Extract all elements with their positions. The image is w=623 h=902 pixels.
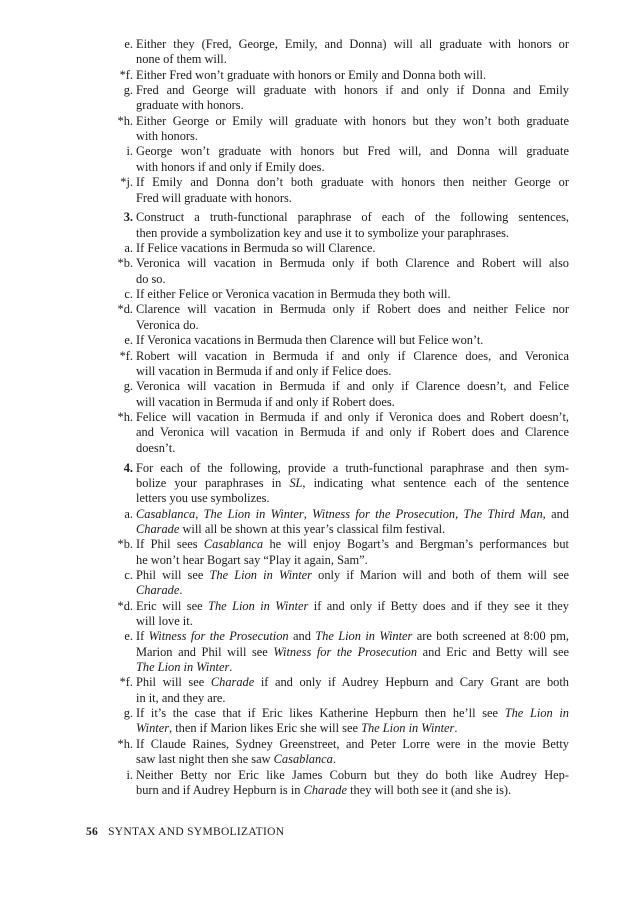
exercise-text: with honors. <box>136 129 198 144</box>
exercise-text: burn and if Audrey Hepburn is in Charade they will both see it (and she is). <box>136 782 512 797</box>
exercise-label: a. <box>124 506 133 521</box>
exercise-text: do so. <box>136 271 166 286</box>
exercise-label: *h. <box>117 409 133 424</box>
exercise-text: Phil will see Charade if and only if Audrey Hepburn and Cary Grant are both <box>136 675 569 690</box>
exercise-label: *f. <box>119 348 133 363</box>
exercise-text: Either George or Emily will graduate with honors but they won’t both graduate <box>136 113 569 128</box>
exercise-item <box>0 568 623 583</box>
exercise-text: will love it. <box>136 614 193 628</box>
exercise-item-continuation <box>0 226 623 241</box>
exercise-item <box>0 706 623 721</box>
exercise-text: saw last night then she saw Casablanca. <box>136 752 336 767</box>
exercise-item-continuation <box>0 160 623 175</box>
exercise-item <box>0 302 623 317</box>
exercise-text: he won’t hear Bogart say “Play it again, Sam”. <box>136 552 368 567</box>
exercise-label: *b. <box>117 537 133 552</box>
exercise-text: If Emily and Donna don’t both graduate with honors then neither George or <box>136 175 569 190</box>
exercise-text: Construct a truth-functional paraphrase of each of the following sentences, <box>136 210 569 225</box>
exercise-item <box>0 37 623 52</box>
exercise-item-continuation <box>0 129 623 144</box>
running-head: SYNTAX AND SYMBOLIZATION <box>108 826 285 838</box>
exercise-item <box>0 461 623 476</box>
exercise-item-continuation <box>0 614 623 629</box>
exercise-item <box>0 83 623 98</box>
exercise-label: *d. <box>117 302 133 317</box>
exercise-item-continuation <box>0 52 623 67</box>
exercise-label: e. <box>124 333 133 348</box>
exercise-text: Marion and Phil will see Witness for the Prosecution and Eric and Betty will see <box>136 644 569 659</box>
exercise-label: *h. <box>117 113 133 128</box>
exercise-label: g. <box>123 706 133 721</box>
exercise-label: *f. <box>119 675 133 690</box>
exercise-text: graduate with honors. <box>136 98 244 113</box>
exercise-item <box>0 629 623 644</box>
exercise-label: c. <box>124 287 133 302</box>
exercise-text: If Veronica vacations in Bermuda then Clarence will but Felice won’t. <box>136 333 484 348</box>
exercise-item-continuation <box>0 491 623 506</box>
exercise-text: will vacation in Bermuda if and only if Robert does. <box>136 394 395 409</box>
exercise-item <box>0 241 623 256</box>
exercise-item <box>0 256 623 271</box>
exercise-label: e. <box>124 629 133 644</box>
exercise-label: *j. <box>120 175 133 190</box>
exercise-text: with honors if and only if Emily does. <box>136 159 325 174</box>
exercise-item <box>0 144 623 159</box>
exercise-item <box>0 379 623 394</box>
exercise-item <box>0 737 623 752</box>
exercise-text: Eric will see The Lion in Winter if and only if Betty does and if they see it they <box>136 598 570 613</box>
exercise-item <box>0 537 623 552</box>
exercise-text: and Veronica will vacation in Bermuda if and only if Robert does and Clarence <box>136 425 569 440</box>
exercise-text: Charade will all be shown at this year’s classical film festival. <box>136 521 446 536</box>
exercise-item-continuation <box>0 191 623 206</box>
exercise-item-continuation <box>0 783 623 798</box>
exercise-text: For each of the following, provide a truth-functional paraphrase and then sym- <box>136 460 569 475</box>
exercise-label: 3. <box>123 210 133 225</box>
exercise-label: 4. <box>123 460 133 475</box>
exercise-text: If it’s the case that if Eric likes Katherine Hepburn then he’ll see The Lion in <box>136 706 569 721</box>
exercise-item-continuation <box>0 272 623 287</box>
exercise-item-continuation <box>0 752 623 767</box>
exercise-label: a. <box>124 241 133 255</box>
exercise-label: *h. <box>117 736 133 751</box>
exercise-item-continuation <box>0 583 623 598</box>
exercise-text: George won’t graduate with honors but Fred will, and Donna will graduate <box>136 144 569 159</box>
exercise-item-continuation <box>0 425 623 440</box>
exercise-text: Either they (Fred, George, Emily, and Donna) will all graduate with honors or <box>136 37 569 51</box>
exercise-label: *f. <box>119 67 133 82</box>
exercise-item <box>0 675 623 690</box>
exercise-text: Fred will graduate with honors. <box>136 190 292 205</box>
exercise-item <box>0 410 623 425</box>
exercise-label: e. <box>124 37 133 51</box>
exercise-item-continuation <box>0 691 623 706</box>
exercise-item <box>0 68 623 83</box>
exercise-text: If Witness for the Prosecution and The Lion in Winter are both screened at 8:00 pm, <box>136 629 569 644</box>
exercise-item-continuation <box>0 318 623 333</box>
exercise-text: If either Felice or Veronica vacation in Bermuda they both will. <box>136 287 451 302</box>
exercise-text: Phil will see The Lion in Winter only if Marion will and both of them will see <box>136 567 569 582</box>
exercise-text: If Claude Raines, Sydney Greenstreet, and Peter Lorre were in the movie Betty <box>136 736 569 751</box>
exercise-label: *b. <box>117 256 133 271</box>
exercise-label: g. <box>123 379 133 394</box>
exercise-text: Felice will vacation in Bermuda if and only if Veronica does and Robert doesn’t, <box>136 409 569 424</box>
exercise-item-continuation <box>0 522 623 537</box>
page-footer <box>86 825 284 839</box>
exercise-item-continuation <box>0 441 623 456</box>
exercise-item-continuation <box>0 645 623 660</box>
exercise-item <box>0 507 623 522</box>
exercise-label: c. <box>124 567 133 582</box>
exercise-text: If Phil sees Casablanca he will enjoy Bogart’s and Bergman’s performances but <box>136 537 569 552</box>
exercise-text: The Lion in Winter. <box>136 660 233 674</box>
exercise-item-continuation <box>0 476 623 491</box>
exercise-text: Fred and George will graduate with honors if and only if Donna and Emily <box>136 83 569 97</box>
exercise-text: Veronica do. <box>136 317 199 332</box>
exercise-item <box>0 599 623 614</box>
exercise-item-continuation <box>0 721 623 736</box>
exercise-text: letters you use symbolizes. <box>136 491 270 506</box>
exercise-item-continuation <box>0 395 623 410</box>
exercise-text: Charade. <box>136 583 183 598</box>
exercise-label: g. <box>123 83 133 97</box>
exercise-item <box>0 287 623 302</box>
exercise-text: Veronica will vacation in Bermuda if and only if Clarence doesn’t, and Felice <box>136 379 569 394</box>
exercise-item <box>0 210 623 225</box>
exercise-text: Clarence will vacation in Bermuda only if Robert does and neither Felice nor <box>136 302 569 317</box>
exercise-item-continuation <box>0 364 623 379</box>
exercise-item-continuation <box>0 660 623 675</box>
exercise-text: Robert will vacation in Bermuda if and only if Clarence does, and Veronica <box>136 348 569 363</box>
exercise-text: Either Fred won’t graduate with honors or Emily and Donna both will. <box>136 67 487 82</box>
exercise-text: bolize your paraphrases in SL, indicating what sentence each of the sentence <box>136 475 569 490</box>
exercise-text: none of them will. <box>136 52 227 67</box>
exercise-text: will vacation in Bermuda if and only if Felice does. <box>136 363 392 378</box>
exercise-text: Veronica will vacation in Bermuda only if both Clarence and Robert will also <box>136 256 569 271</box>
exercise-item <box>0 175 623 190</box>
exercise-text: Casablanca, The Lion in Winter, Witness for the Prosecution, The Third Man, and <box>136 506 569 521</box>
exercise-text: doesn’t. <box>136 440 176 455</box>
exercise-item <box>0 333 623 348</box>
exercise-item <box>0 114 623 129</box>
exercise-text: in it, and they are. <box>136 690 226 705</box>
exercise-item <box>0 349 623 364</box>
exercise-label: *d. <box>117 598 133 613</box>
exercise-item-continuation <box>0 553 623 568</box>
exercise-text: If Felice vacations in Bermuda so will Clarence. <box>136 241 376 255</box>
exercise-label: i. <box>126 767 133 782</box>
exercise-item <box>0 768 623 783</box>
exercise-text: Neither Betty nor Eric like James Coburn but they do both like Audrey Hep- <box>136 767 569 782</box>
page-number: 56 <box>86 826 99 838</box>
exercise-item-continuation <box>0 98 623 113</box>
exercise-text: Winter, then if Marion likes Eric she will see The Lion in Winter. <box>136 721 458 736</box>
exercise-label: i. <box>126 144 133 159</box>
exercise-text: then provide a symbolization key and use it to symbolize your paraphrases. <box>136 225 510 240</box>
